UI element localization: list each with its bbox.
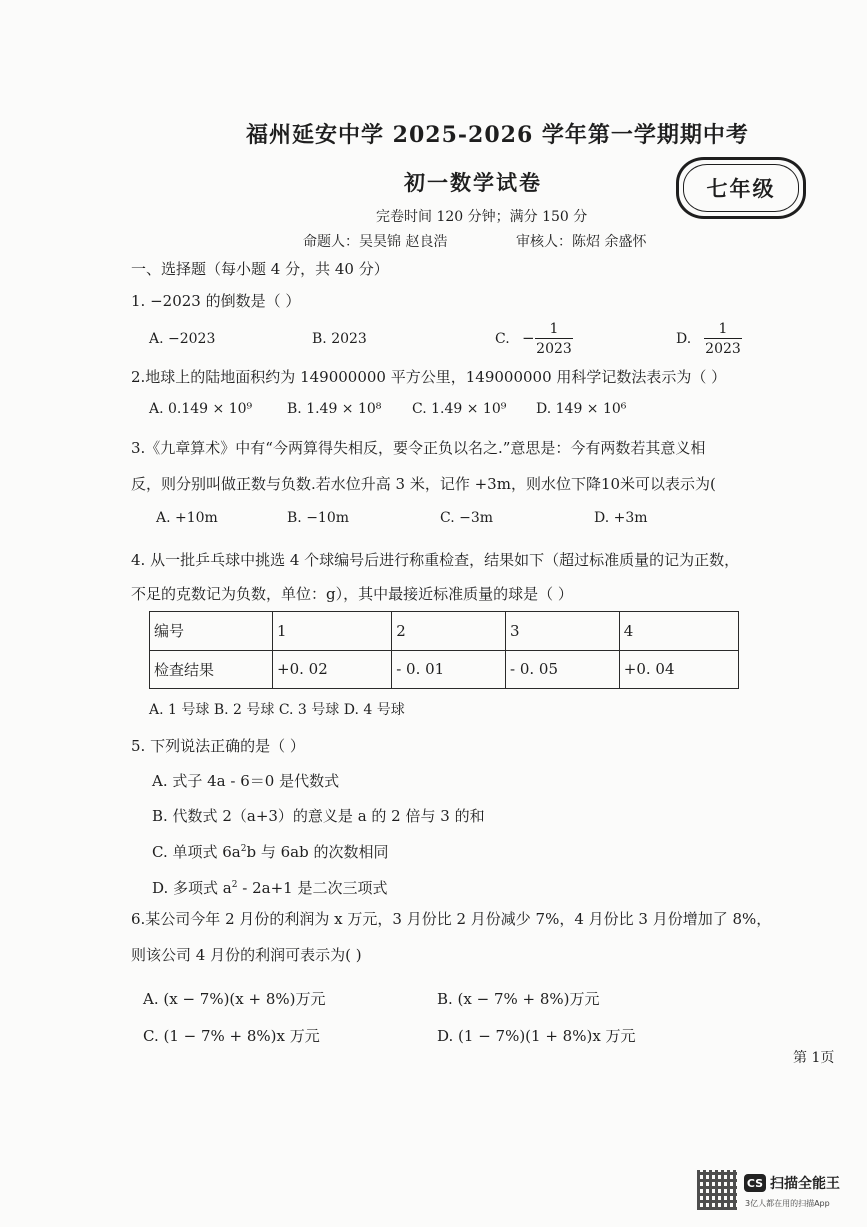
table-cell: - 0. 05 <box>505 650 619 689</box>
table-cell: 2 <box>392 612 506 651</box>
q3-option-d: D. +3m <box>594 510 648 526</box>
table-cell: 编号 <box>150 612 273 651</box>
q2-stem: 2.地球上的陆地面积约为 149000000 平方公里，149000000 用科学记数法表示为（ ） <box>131 368 727 386</box>
table-cell: - 0. 01 <box>392 650 506 689</box>
q5-option-b: B. 代数式 2（a+3）的意义是 a 的 2 倍与 3 的和 <box>152 807 485 825</box>
q1-d-denominator: 2023 <box>705 341 741 357</box>
q2-option-b: B. 1.49 × 10⁸ <box>287 401 382 417</box>
authors-info: 命题人：吴昊锦 赵良浩 <box>303 234 448 250</box>
q4-options: A. 1 号球 B. 2 号球 C. 3 号球 D. 4 号球 <box>149 702 405 718</box>
section-heading: 一、选择题（每小题 4 分，共 40 分） <box>131 260 389 278</box>
q5-d-exponent: 2 <box>231 880 238 890</box>
table-cell: +0. 02 <box>273 650 392 689</box>
q3-stem-line-2: 反，则分别叫做正数与负数.若水位升高 3 米，记作 +3m，则水位下降10米可以表示为( <box>131 475 716 493</box>
table-cell: 检查结果 <box>150 650 273 689</box>
table-cell: +0. 04 <box>619 650 738 689</box>
scanner-tagline: 3亿人都在用的扫描App <box>745 1199 830 1208</box>
reviewers-info: 审核人：陈炤 余盛怀 <box>516 234 647 250</box>
time-score-info: 完卷时间 120 分钟；满分 150 分 <box>376 209 588 225</box>
q3-option-a: A. +10m <box>156 510 218 526</box>
q4-result-table <box>149 611 739 689</box>
scanner-logo-text: CS <box>746 1176 764 1190</box>
q6-option-b: B. (x − 7% + 8%)万元 <box>437 990 600 1008</box>
q1-option-a: A. −2023 <box>149 331 216 347</box>
q5-c-text-pre: C. 单项式 6a <box>152 843 241 861</box>
q2-option-c: C. 1.49 × 10⁹ <box>412 401 507 417</box>
table-cell: 4 <box>619 612 738 651</box>
q1-option-d-label: D. <box>676 331 692 347</box>
q5-c-text-post: b 与 6ab 的次数相同 <box>246 843 389 861</box>
q3-stem-line-1: 3.《九章算术》中有“今两算得失相反，要令正负以名之.”意思是：今有两数若其意义相 <box>131 439 706 457</box>
page-number: 第 1页 <box>793 1050 835 1066</box>
table-cell: 1 <box>273 612 392 651</box>
q3-option-c: C. −3m <box>440 510 494 526</box>
q6-stem-line-1: 6.某公司今年 2 月份的利润为 x 万元，3 月份比 2 月份减少 7%，4 月份比 3 月份增加了 8%， <box>131 910 772 928</box>
q5-option-d <box>152 877 387 898</box>
table-row <box>150 650 739 689</box>
q5-d-text-pre: D. 多项式 a <box>152 879 232 897</box>
q2-option-d: D. 149 × 10⁶ <box>536 401 627 417</box>
q1-option-c-fraction <box>535 320 573 359</box>
q1-option-d-fraction <box>704 320 742 359</box>
q1-d-numerator: 1 <box>718 321 728 337</box>
exam-title: 福州延安中学 2025-2026 学年第一学期期中考 <box>246 122 749 148</box>
grade-badge-text: 七年级 <box>706 176 776 201</box>
qr-code-icon <box>697 1170 737 1210</box>
q4-stem-line-1: 4. 从一批乒乓球中挑选 4 个球编号后进行称重检查，结果如下（超过标准质量的记为正数， <box>131 551 740 569</box>
q5-c-exponent: 2 <box>240 844 247 854</box>
q1-c-numerator: 1 <box>549 321 559 337</box>
q6-option-c: C. (1 − 7% + 8%)x 万元 <box>143 1027 320 1045</box>
table-row <box>150 612 739 651</box>
table-cell: 3 <box>505 612 619 651</box>
q5-option-a: A. 式子 4a - 6＝0 是代数式 <box>152 772 340 790</box>
q4-stem-line-2: 不足的克数记为负数，单位：g），其中最接近标准质量的球是（ ） <box>131 585 573 603</box>
q2-option-a: A. 0.149 × 10⁹ <box>149 401 253 417</box>
q5-option-c <box>152 841 388 862</box>
q3-option-b: B. −10m <box>287 510 350 526</box>
q6-stem-line-2: 则该公司 4 月份的利润可表示为( ) <box>131 946 362 964</box>
camscanner-logo-icon <box>744 1174 766 1192</box>
exam-subtitle: 初一数学试卷 <box>404 170 542 195</box>
q5-stem: 5. 下列说法正确的是（ ） <box>131 737 305 755</box>
q1-c-denominator: 2023 <box>536 341 572 357</box>
scanner-app-name: 扫描全能王 <box>770 1176 840 1192</box>
q1-option-c-sign: − <box>522 329 535 347</box>
q1-stem: 1. −2023 的倒数是（ ） <box>131 292 301 310</box>
q6-option-d: D. (1 − 7%)(1 + 8%)x 万元 <box>437 1027 636 1045</box>
grade-badge <box>676 157 806 219</box>
q1-option-c-label: C. <box>495 331 510 347</box>
q5-d-text-post: - 2a+1 是二次三项式 <box>237 879 388 897</box>
q1-option-b: B. 2023 <box>312 331 367 347</box>
q6-option-a: A. (x − 7%)(x + 8%)万元 <box>143 990 326 1008</box>
